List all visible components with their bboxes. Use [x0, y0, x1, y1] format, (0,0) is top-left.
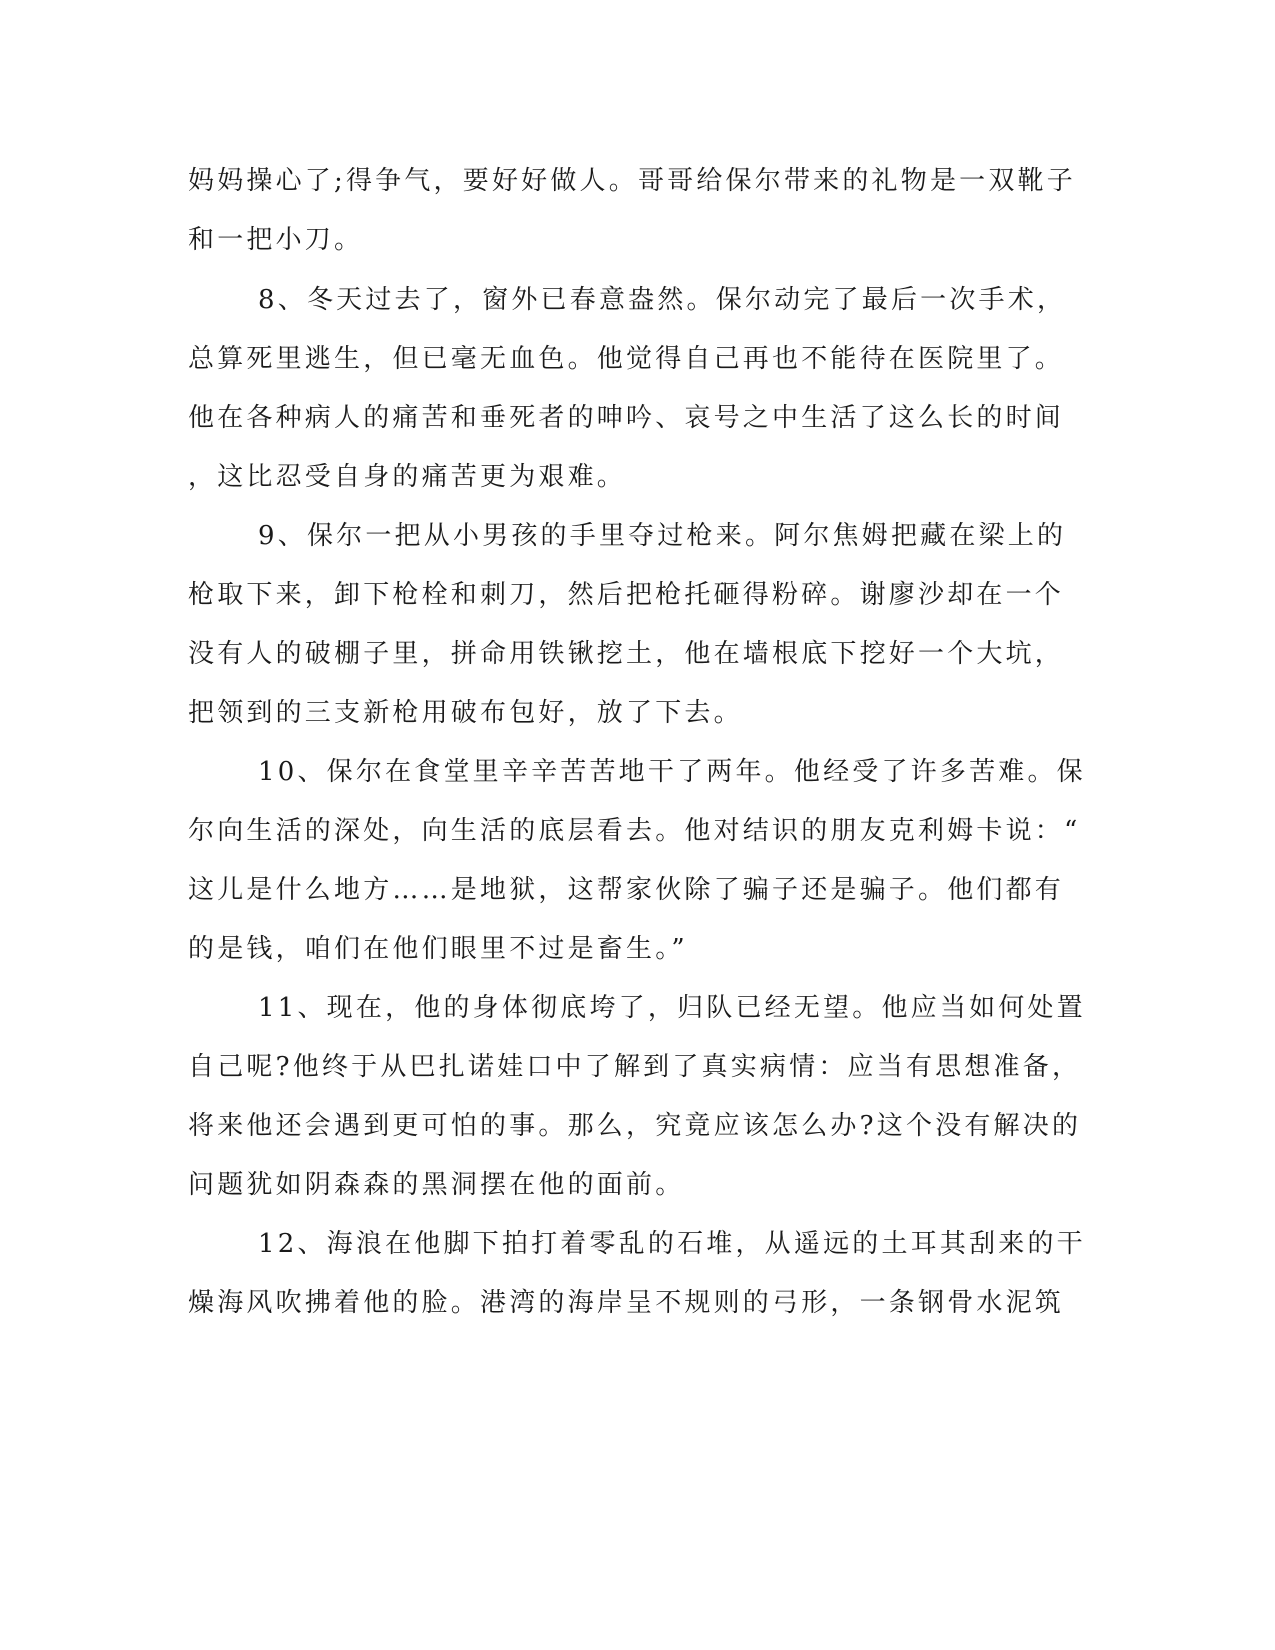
paragraph-10-start: 10、保尔在食堂里辛辛苦苦地干了两年。他经受了许多苦难。保	[258, 757, 1086, 787]
text-line: 总算死里逃生，但已毫无血色。他觉得自己再也不能待在医院里了。	[188, 344, 1065, 374]
paragraph-12-start: 12、海浪在他脚下拍打着零乱的石堆，从遥远的土耳其刮来的干	[258, 1229, 1086, 1259]
paragraph-8-start: 8、冬天过去了，窗外已春意盎然。保尔动完了最后一次手术，	[258, 285, 1067, 315]
paragraph-11-start: 11、现在，他的身体彻底垮了，归队已经无望。他应当如何处置	[258, 993, 1086, 1023]
text-line: 和一把小刀。	[188, 225, 364, 255]
text-line: 没有人的破棚子里，拼命用铁锹挖土，他在墙根底下挖好一个大坑，	[188, 639, 1065, 669]
text-line: 燥海风吹拂着他的脸。港湾的海岸呈不规则的弓形，一条钢骨水泥筑	[188, 1288, 1065, 1318]
text-line: 的是钱，咱们在他们眼里不过是畜生。”	[188, 934, 688, 964]
text-line: 将来他还会遇到更可怕的事。那么，究竟应该怎么办?这个没有解决的	[188, 1111, 1082, 1141]
text-line: 问题犹如阴森森的黑洞摆在他的面前。	[188, 1170, 685, 1200]
text-line: ，这比忍受自身的痛苦更为艰难。	[188, 462, 627, 492]
text-line: 这儿是什么地方……是地狱，这帮家伙除了骗子还是骗子。他们都有	[188, 875, 1065, 905]
text-line: 尔向生活的深处，向生活的底层看去。他对结识的朋友克利姆卡说：“	[188, 816, 1081, 846]
text-line: 他在各种病人的痛苦和垂死者的呻吟、哀号之中生活了这么长的时间	[188, 403, 1065, 433]
text-line: 把领到的三支新枪用破布包好，放了下去。	[188, 698, 743, 728]
text-line: 枪取下来，卸下枪栓和刺刀，然后把枪托砸得粉碎。谢廖沙却在一个	[188, 580, 1065, 610]
text-line: 妈妈操心了;得争气，要好好做人。哥哥给保尔带来的礼物是一双靴子	[188, 166, 1076, 196]
text-line: 自己呢?他终于从巴扎诺娃口中了解到了真实病情：应当有思想准备，	[188, 1052, 1082, 1082]
paragraph-9-start: 9、保尔一把从小男孩的手里夺过枪来。阿尔焦姆把藏在梁上的	[258, 521, 1067, 551]
